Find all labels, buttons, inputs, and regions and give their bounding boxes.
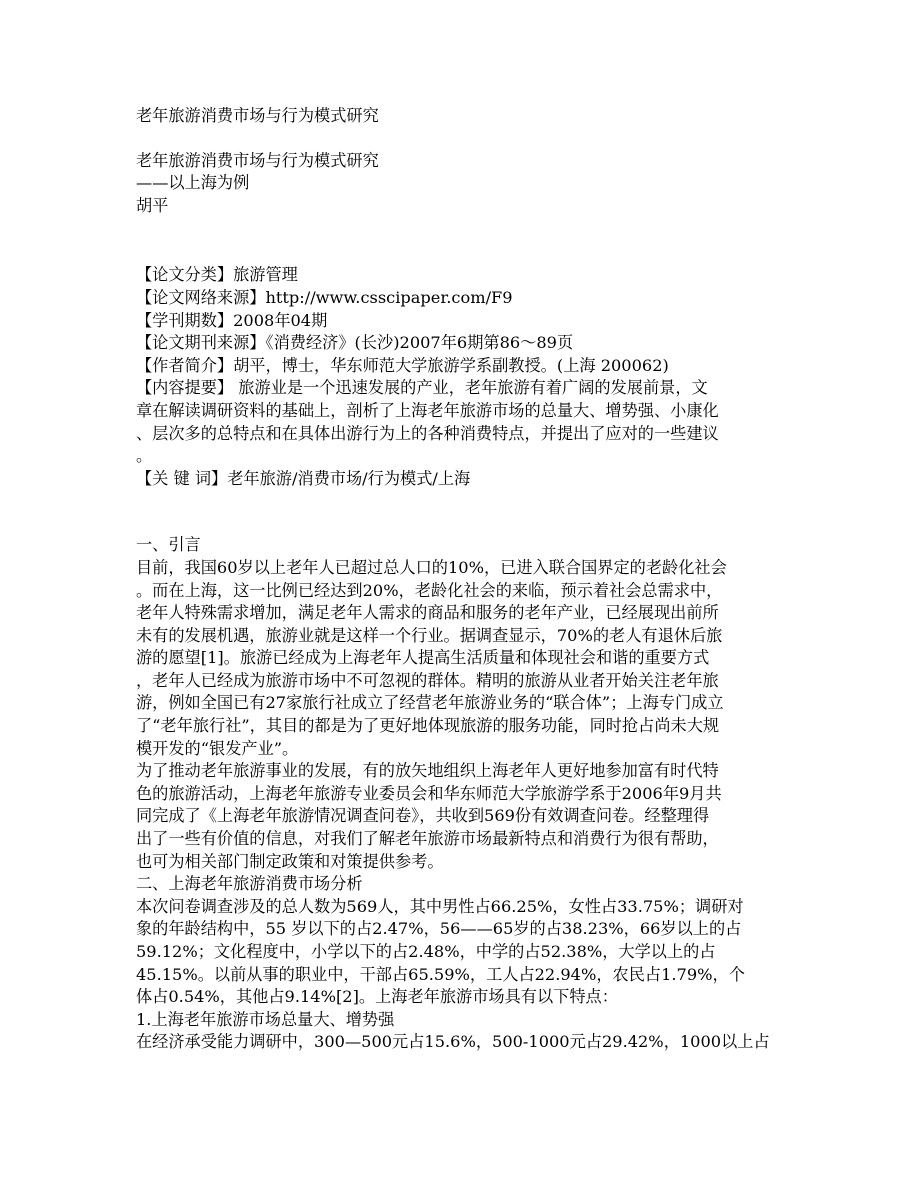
meta-journal-source: 【论文期刊来源】《消费经济》(长沙)2007年6期第86～89页 (136, 333, 574, 353)
section-heading: 一、引言 (136, 535, 201, 555)
header-title-text: 老年旅游消费市场与行为模式研究 (136, 106, 379, 125)
body-text (136, 534, 788, 1054)
paragraph-line: 未有的发展机遇，旅游业就是这样一个行业。据调查显示，70%的老人有退休后旅 (136, 625, 723, 645)
paragraph-line: 象的年龄结构中，55 岁以下的占2.47%，56——65岁的占38.23%，66岁以上的占 (136, 919, 742, 939)
article-heading (136, 150, 788, 218)
abstract-line: 章在解读调研资料的基础上，剖析了上海老年旅游市场的总量大、增势强、小康化 (136, 400, 719, 420)
paragraph-line: 本次问卷调查涉及的总人数为569人，其中男性占66.25%，女性占33.75%；调研对 (136, 896, 744, 916)
meta-issue: 【学刊期数】2008年04期 (136, 310, 328, 330)
paragraph-line: 为了推动老年旅游事业的发展，有的放矢地组织上海老年人更好地参加富有时代特 (136, 761, 719, 781)
paragraph-line: 游，例如全国已有27家旅行社成立了经营老年旅游业务的“联合体”；上海专门成立 (136, 693, 724, 713)
article-title: 老年旅游消费市场与行为模式研究 (136, 150, 379, 170)
paragraph-line: 了“老年旅行社”，其目的都是为了更好地体现旅游的服务功能，同时抢占尚未大规 (136, 716, 720, 736)
paragraph-line: 体占0.54%，其他占9.14%[2]。上海老年旅游市场具有以下特点： (136, 987, 618, 1007)
paragraph-line: 色的旅游活动，上海老年旅游专业委员会和华东师范大学旅游学系于2006年9月共 (136, 783, 722, 803)
paragraph-line: 在经济承受能力调研中，300—500元占15.6%，500-1000元占29.42%，1000以上占 (136, 1032, 770, 1052)
paragraph-line: 同完成了《上海老年旅游情况调查问卷》，共收到569份有效调查问卷。经整理得 (136, 806, 710, 826)
paragraph-line: 出了一些有价值的信息，对我们了解老年旅游市场最新特点和消费行为很有帮助， (136, 829, 719, 849)
keywords: 【关 键 词】老年旅游/消费市场/行为模式/上海 (136, 468, 471, 488)
abstract-line: 、层次多的总特点和在具体出游行为上的各种消费特点，并提出了应对的一些建议 (136, 423, 719, 443)
section-heading: 二、上海老年旅游消费市场分析 (136, 874, 363, 894)
article-author: 胡平 (136, 195, 169, 215)
meta-block (136, 264, 788, 490)
subsection-heading: 1.上海老年旅游市场总量大、增势强 (136, 1009, 395, 1029)
document-page (136, 105, 788, 1054)
meta-network-source: 【论文网络来源】http://www.csscipaper.com/F9 (136, 287, 513, 307)
paragraph-line: 59.12%；文化程度中，小学以下的占2.48%，中学的占52.38%，大学以上的占 (136, 942, 716, 961)
abstract-line: 【内容提要】 旅游业是一个迅速发展的产业，老年旅游有着广阔的发展前景，文 (136, 378, 708, 398)
spacer (136, 490, 788, 534)
paragraph-line: 游的愿望[1]。旅游已经成为上海老年人提高生活质量和体现社会和谐的重要方式 (136, 648, 710, 668)
meta-classification: 【论文分类】旅游管理 (136, 265, 298, 285)
paragraph-line: 45.15%。以前从事的职业中，干部占65.59%，工人占22.94%，农民占1.79%，个 (136, 964, 745, 984)
paragraph-line: ，老年人已经成为旅游市场中不可忽视的群体。精明的旅游从业者开始关注老年旅 (136, 670, 719, 690)
spacer (136, 217, 788, 264)
abstract-line: 。 (136, 446, 153, 466)
header-title (136, 105, 788, 128)
paragraph-line: 老年人特殊需求增加，满足老年人需求的商品和服务的老年产业，已经展现出前所 (136, 603, 719, 623)
article-subtitle: ——以上海为例 (136, 173, 250, 193)
paragraph-line: 模开发的“银发产业”。 (136, 738, 299, 758)
meta-author-bio: 【作者简介】胡平，博士，华东师范大学旅游学系副教授。(上海 200062) (136, 355, 669, 375)
paragraph-line: 。而在上海，这一比例已经达到20%，老龄化社会的来临，预示着社会总需求中， (136, 580, 723, 600)
paragraph-line: 也可为相关部门制定政策和对策提供参考。 (136, 851, 444, 871)
paragraph-line: 目前，我国60岁以上老年人已超过总人口的10%，已进入联合国界定的老龄化社会 (136, 557, 727, 577)
